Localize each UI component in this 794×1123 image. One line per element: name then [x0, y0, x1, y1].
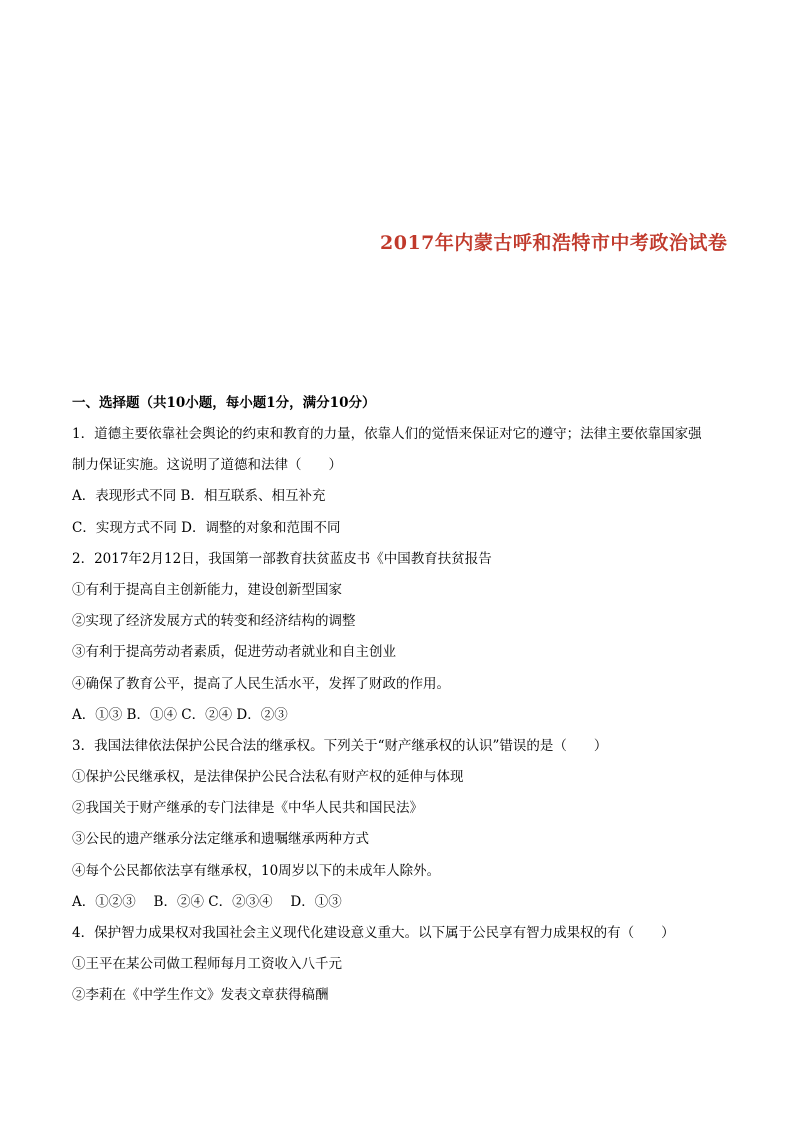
- q3-statement-3: ③公民的遗产继承分法定继承和遗嘱继承两种方式: [72, 831, 369, 848]
- q2-stem: 2．2017年2月12日，我国第一部教育扶贫蓝皮书《中国教育扶贫报告: [72, 550, 492, 567]
- q2-statement-4: ④确保了教育公平，提高了人民生活水平，发挥了财政的作用。: [72, 675, 450, 692]
- q2-statement-1: ①有利于提高自主创新能力，建设创新型国家: [72, 581, 342, 598]
- q3-statement-2: ②我国关于财产继承的专门法律是《中华人民共和国民法》: [72, 800, 423, 817]
- q4-statement-2: ②李莉在《中学生作文》发表文章获得稿酬: [72, 987, 329, 1004]
- question-section: [72, 388, 732, 1012]
- q2-statement-2: ②实现了经济发展方式的转变和经济结构的调整: [72, 613, 356, 630]
- q3-statement-1: ①保护公民继承权，是法律保护公民合法私有财产权的延伸与体现: [72, 769, 464, 786]
- q4-statement-1: ①王平在某公司做工程师每月工资收入八千元: [72, 956, 342, 973]
- q1-options-cd: C．实现方式不同 D．调整的对象和范围不同: [72, 519, 341, 536]
- section-header: 一、选择题（共10小题，每小题1分，满分10分）: [72, 395, 376, 411]
- q3-options: A．①②③ B．②④ C．②③④ D．①③: [72, 893, 342, 910]
- q3-statement-4: ④每个公民都依法享有继承权，10周岁以下的未成年人除外。: [72, 862, 441, 879]
- q2-options: A．①③ B．①④ C．②④ D．②③: [72, 706, 288, 723]
- q2-statement-3: ③有利于提高劳动者素质，促进劳动者就业和自主创业: [72, 644, 396, 661]
- q1-stem-line-2: 制力保证实施。这说明了道德和法律（ ）: [72, 457, 342, 474]
- q1-stem-line-1: 1．道德主要依靠社会舆论的约束和教育的力量，依靠人们的觉悟来保证对它的遵守；法律主要依靠国家强: [72, 426, 702, 442]
- q4-stem: 4．保护智力成果权对我国社会主义现代化建设意义重大。以下属于公民享有智力成果权的有（ ）: [72, 925, 675, 941]
- q1-options-ab: A．表现形式不同 B．相互联系、相互补充: [72, 488, 326, 505]
- q3-stem: 3．我国法律依法保护公民合法的继承权。下列关于“财产继承权的认识”错误的是（ ）: [72, 737, 608, 754]
- exam-title: 2017年内蒙古呼和浩特市中考政治试卷: [380, 232, 728, 254]
